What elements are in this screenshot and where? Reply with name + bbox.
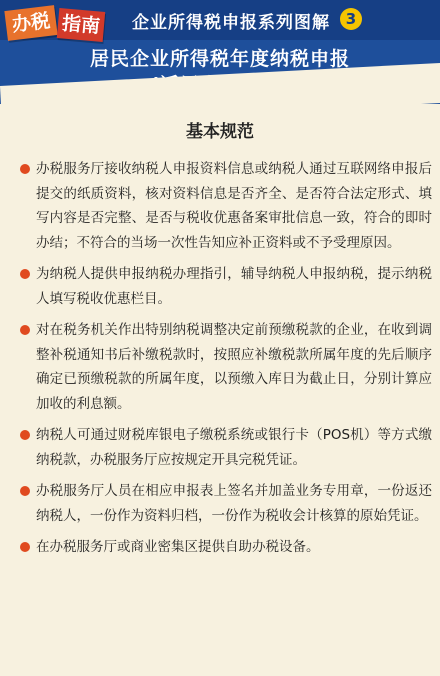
bullet-dot-icon	[20, 542, 30, 552]
badge-zhinan: 指南	[57, 8, 105, 42]
main-title: 居民企业所得税年度纳税申报	[89, 48, 350, 70]
list-item-text: 办税服务厅接收纳税人申报资料信息或纳税人通过互联网络申报后提交的纸质资料，核对资料信息是否齐全、是否符合法定形式、填写内容是否完整、是否与税收优惠备案审批信息一致，符合的即时办结；不符合的当场一次性告知应补正资料或不予受理原因。	[36, 161, 432, 251]
list-item-text: 纳税人可通过财税库银电子缴税系统或银行卡（POS机）等方式缴纳税款，办税服务厅应按规定开具完税凭证。	[36, 427, 432, 468]
rules-list	[20, 157, 432, 567]
bullet-dot-icon	[20, 486, 30, 496]
header-banner	[0, 0, 440, 104]
section-title: 基本规范	[186, 122, 254, 142]
list-item-text: 为纳税人提供申报纳税办理指引，辅导纳税人申报纳税，提示纳税人填写税收优惠栏目。	[36, 266, 432, 307]
list-item	[20, 535, 432, 560]
list-item	[20, 423, 432, 472]
series-number-badge: 3	[340, 8, 362, 30]
list-item-text: 在办税服务厅或商业密集区提供自助办税设备。	[36, 539, 320, 555]
bullet-dot-icon	[20, 269, 30, 279]
list-item	[20, 479, 432, 528]
list-item	[20, 262, 432, 311]
list-item	[20, 318, 432, 416]
series-title: 企业所得税申报系列图解	[132, 13, 330, 33]
list-item-text: 办税服务厅人员在相应申报表上签名并加盖业务专用章，一份返还纳税人，一份作为资料归档，一份作为税收会计核算的原始凭证。	[36, 483, 432, 524]
bullet-dot-icon	[20, 325, 30, 335]
bullet-dot-icon	[20, 164, 30, 174]
bullet-dot-icon	[20, 430, 30, 440]
badge-banshui: 办税	[4, 5, 57, 41]
list-item-text: 对在税务机关作出特别纳税调整决定前预缴税款的企业，在收到调整补税通知书后补缴税款时，按照应补缴税款所属年度的先后顺序确定已预缴税款的所属年度，以预缴入库日为截止日，分别计算应加收的利息额。	[36, 322, 432, 412]
list-item	[20, 157, 432, 255]
